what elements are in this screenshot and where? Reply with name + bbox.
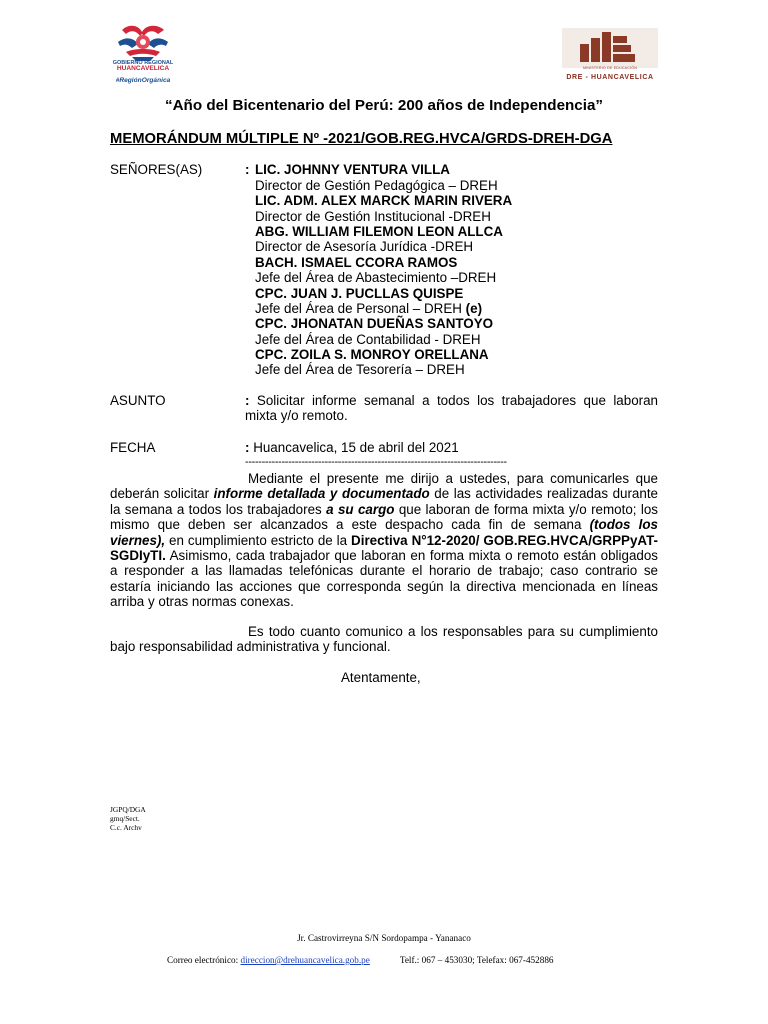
body-paragraph [110,471,658,610]
recipient-role: Director de Asesoría Jurídica -DREH [255,239,474,254]
date-colon: : [245,440,250,455]
email-link[interactable]: direccion@drehuancavelica.gob.pe [240,955,370,965]
recipient-name: CPC. ZOILA S. MONROY ORELLANA [255,347,489,362]
footer-contact [167,953,554,968]
phone-info: Telf.: 067 – 453030; Telefax: 067-452886 [399,955,554,965]
recipient-name: LIC. ADM. ALEX MARCK MARIN RIVERA [255,193,513,208]
subject-value: Solicitar informe semanal a todos los trabajadores que laboran mixta y/o remoto. [245,393,658,424]
body-emphasis: a su cargo [326,501,395,517]
body-text: en cumplimiento estricto de la [165,532,352,548]
email-label: Correo electrónico: [167,955,241,965]
dre-name: DRE - HUANCAVELICA [566,74,654,81]
date-label: FECHA [110,440,156,455]
recipient-role: Jefe del Área de Personal – DREH [255,301,462,316]
body-text: que laboran de forma mixta y/o remoto; los mismo que deben ser alcanzados a este despacho cada fin de semana [110,501,658,533]
initials-line: JGPQ/DGA [110,805,146,814]
region-tagline: #RegiónOrgánica [115,77,171,84]
initials-line: C.c. Archv [110,823,142,832]
ministry-label: MINISTERIO DE EDUCACIÓN [582,66,638,70]
dre-logo [562,28,658,83]
subject-colon: : [245,393,250,408]
memo-title: MEMORÁNDUM MÚLTIPLE Nº -2021/GOB.REG.HVCA/GRDS-DREH-DGA [110,131,613,147]
directive-reference: Directiva N°12-2020/ GOB.REG.HVCA/GRPPyAT-SGDIyTI. [110,532,658,564]
body-text: de las actividades realizadas durante la semana a todos los trabajadores [110,486,658,517]
regional-emblem-icon [108,22,178,62]
body-text: Asimismo, cada trabajador que laboran en forma mixta o remoto están obligados a responder a las llamadas telefónicas durante el horario de trabajo; caso contrario se estaría iniciando las acciones que corresponda según la directiva mencionada en líneas arriba y otras normas conexas. [110,548,658,610]
recipient-role: Jefe del Área de Abastecimiento –DREH [255,270,497,285]
recipient-role: Director de Gestión Institucional -DREH [255,209,491,224]
recipient-name: CPC. JUAN J. PUCLLAS QUISPE [255,286,464,301]
body-text: Mediante el presente me dirijo a ustedes, para comunicarles que deberán solicitar [110,471,658,502]
recipients-label: SEÑORES(AS) [110,162,203,177]
recipient-name: CPC. JHONATAN DUEÑAS SANTOYO [255,316,494,331]
recipient-role: Director de Gestión Pedagógica – DREH [255,178,498,193]
date-value: Huancavelica, 15 de abril del 2021 [249,440,459,455]
initials-line: gmq/Sect. [110,814,140,823]
recipient-name: BACH. ISMAEL CCORA RAMOS [255,255,458,270]
subject-text [245,393,658,424]
year-title: “Año del Bicentenario del Perú: 200 años de Independencia” [164,97,603,114]
closing: Atentamente, [341,670,421,685]
body-emphasis: informe detallada y documentado [213,486,430,502]
separator-line: ------------------------------------------------------------------------------- [245,456,507,468]
recipient-role-suffix: (e) [465,301,483,316]
government-name: GOBIERNO REGIONAL [112,60,174,66]
body-paragraph-2 [110,624,658,655]
body-emphasis: (todos los viernes), [110,517,658,548]
footer-address: Jr. Castrovirreyna S/N Sordopampa - Yananaco [297,933,471,943]
recipient-name: LIC. JOHNNY VENTURA VILLA [255,162,450,177]
body-text: Es todo cuanto comunico a los responsables para su cumplimiento bajo responsabilidad administrativa y funcional. [110,624,658,655]
recipient-role: Jefe del Área de Tesorería – DREH [255,362,465,377]
recipient-role-line [255,301,482,316]
recipients-colon: : [245,162,250,177]
date-text [245,440,658,455]
regional-government-logo [108,22,178,84]
recipient-name: ABG. WILLIAM FILEMON LEON ALLCA [255,224,503,239]
recipient-role: Jefe del Área de Contabilidad - DREH [255,332,481,347]
subject-label: ASUNTO [110,393,166,408]
region-name: HUANCAVELICA [116,65,170,72]
